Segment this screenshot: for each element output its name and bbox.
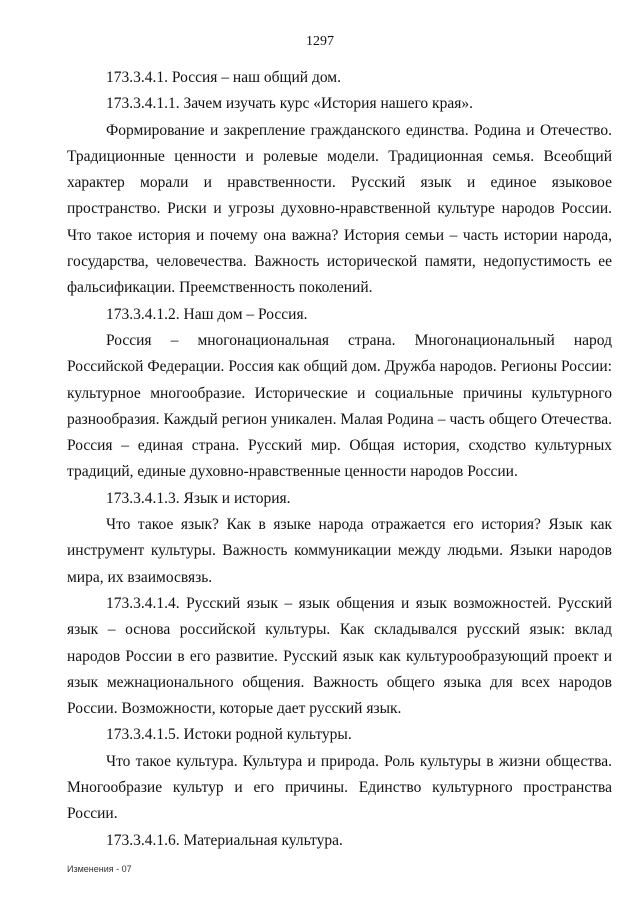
section-heading: 173.3.4.1. Россия – наш общий дом. xyxy=(106,69,341,86)
document-body xyxy=(67,65,612,854)
section-paragraph: 173.3.4.1.4. Русский язык – язык общения и язык возможностей. Русский язык – основа российской культуры. Как складывался русский язык: вклад народов России в его развитие. Русский язык как культурообразующий проект и язык межнационального общения. Важность общего языка для всех народов России. Возможности, которые дает русский язык. xyxy=(67,594,612,718)
section-paragraph: Что такое культура. Культура и природа. Роль культуры в жизни общества. Многообразие культур и его причины. Единство культурного пространства России. xyxy=(67,752,612,823)
section-heading: 173.3.4.1.5. Истоки родной культуры. xyxy=(106,726,352,744)
section-heading: 173.3.4.1.2. Наш дом – Россия. xyxy=(106,305,308,323)
footer-revision-note: Изменения - 07 xyxy=(67,864,132,874)
section-heading: 173.3.4.1.1. Зачем изучать курс «История нашего края». xyxy=(106,95,473,113)
section-paragraph: Россия – многонациональная страна. Многонациональный народ Российской Федерации. Россия как общий дом. Дружба народов. Регионы России: культурное многообразие. Исторические и социальные причины культурного разнообразия. Каждый регион уникален. Малая Родина – часть общего Отечества. Россия – единая страна. Русский мир. Общая история, сходство культурных традиций, единые духовно-нравственные ценности народов России. xyxy=(67,331,612,481)
section-heading: 173.3.4.1.6. Материальная культура. xyxy=(106,831,343,849)
section-paragraph: Формирование и закрепление гражданского единства. Родина и Отечество. Традиционные ценности и ролевые модели. Традиционная семья. Всеобщий характер морали и нравственности. Русский язык и единое языковое пространство. Риски и угрозы духовно-нравственной культуре народов России. Что такое история и почему она важна? История семьи – часть истории народа, государства, человечества. Важность исторической памяти, недопустимость ее фальсификации. Преемственность поколений. xyxy=(67,121,612,297)
page-number: 1297 xyxy=(306,34,334,49)
section-heading: 173.3.4.1.3. Язык и история. xyxy=(106,489,291,507)
section-paragraph: Что такое язык? Как в языке народа отражается его история? Язык как инструмент культуры. Важность коммуникации между людьми. Языки народов мира, их взаимосвязь. xyxy=(67,516,612,586)
